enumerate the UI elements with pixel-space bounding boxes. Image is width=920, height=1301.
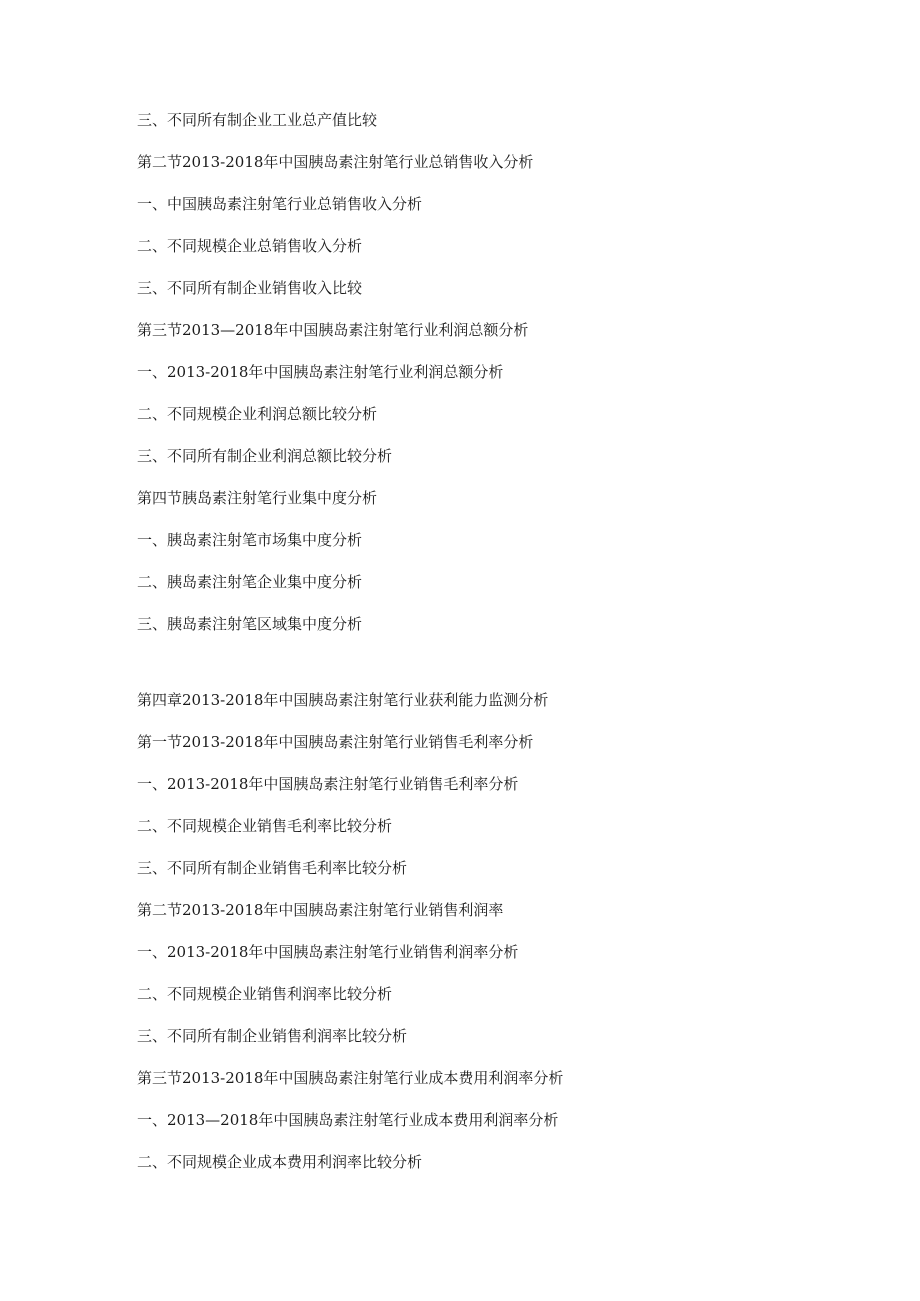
toc-line: 一、2013—2018年中国胰岛素注射笔行业成本费用利润率分析 [137,1111,559,1129]
toc-section-heading: 第四节胰岛素注射笔行业集中度分析 [137,489,378,507]
toc-line: 二、不同规模企业利润总额比较分析 [137,405,378,423]
toc-line: 二、不同规模企业销售毛利率比较分析 [137,817,393,835]
toc-section-heading: 第三节2013—2018年中国胰岛素注射笔行业利润总额分析 [137,321,529,339]
toc-section-heading: 第一节2013-2018年中国胰岛素注射笔行业销售毛利率分析 [137,733,534,751]
toc-line: 二、不同规模企业总销售收入分析 [137,237,363,255]
toc-line: 一、2013-2018年中国胰岛素注射笔行业销售利润率分析 [137,943,519,961]
toc-line: 一、2013-2018年中国胰岛素注射笔行业销售毛利率分析 [137,775,519,793]
toc-line: 一、胰岛素注射笔市场集中度分析 [137,531,363,549]
chapter-gap [137,654,857,688]
toc-line: 三、不同所有制企业工业总产值比较 [137,111,378,129]
toc-line: 三、不同所有制企业利润总额比较分析 [137,447,393,465]
toc-section-heading: 第二节2013-2018年中国胰岛素注射笔行业总销售收入分析 [137,153,534,171]
toc-line: 二、胰岛素注射笔企业集中度分析 [137,573,363,591]
toc-line: 二、不同规模企业成本费用利润率比较分析 [137,1153,423,1171]
table-of-contents [137,108,857,1192]
toc-section-heading: 第三节2013-2018年中国胰岛素注射笔行业成本费用利润率分析 [137,1069,564,1087]
toc-section-heading: 第二节2013-2018年中国胰岛素注射笔行业销售利润率 [137,901,504,919]
toc-line: 三、不同所有制企业销售利润率比较分析 [137,1027,408,1045]
toc-line: 一、中国胰岛素注射笔行业总销售收入分析 [137,195,423,213]
toc-line: 三、胰岛素注射笔区域集中度分析 [137,615,363,633]
toc-line: 三、不同所有制企业销售毛利率比较分析 [137,859,408,877]
toc-line: 一、2013-2018年中国胰岛素注射笔行业利润总额分析 [137,363,504,381]
toc-line: 三、不同所有制企业销售收入比较 [137,279,363,297]
toc-chapter-heading: 第四章2013-2018年中国胰岛素注射笔行业获利能力监测分析 [137,691,549,709]
toc-line: 二、不同规模企业销售利润率比较分析 [137,985,393,1003]
